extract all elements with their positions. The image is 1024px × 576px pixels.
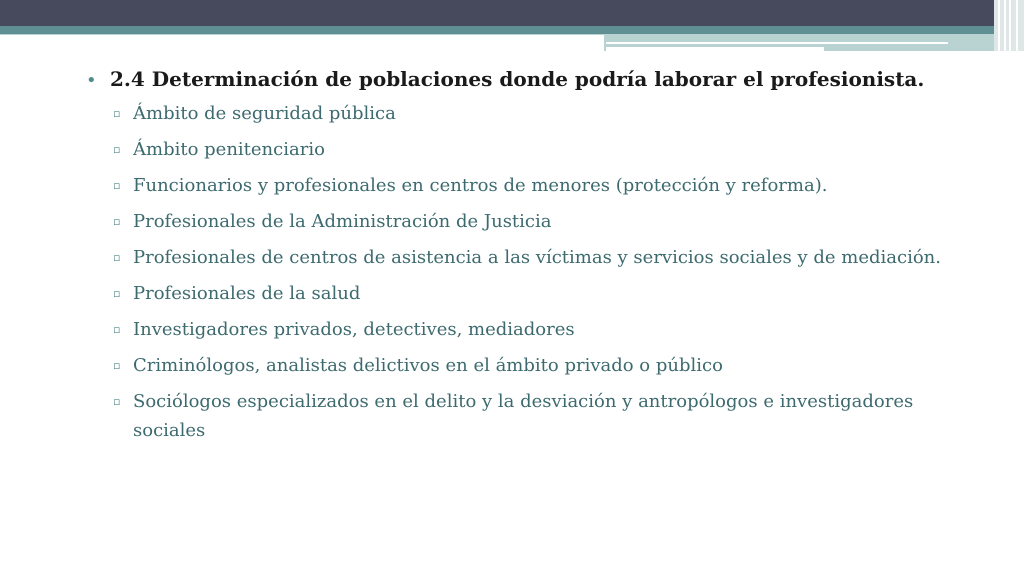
list-item-text: Criminólogos, analistas delictivos en el ámbito privado o público (133, 355, 723, 376)
header-stripes-decoration (994, 0, 1024, 51)
bullet-list (86, 99, 946, 445)
header-white-panel (0, 35, 604, 51)
square-bullet-icon: ▫ (113, 179, 121, 192)
list-item-text: Profesionales de la Administración de Justicia (133, 211, 552, 232)
square-bullet-icon: ▫ (113, 287, 121, 300)
header-dark-bar (0, 0, 1024, 26)
square-bullet-icon: ▫ (113, 323, 121, 336)
list-item (86, 171, 946, 200)
list-item-text: Profesionales de la salud (133, 283, 361, 304)
header-stripe (1004, 0, 1006, 51)
list-item (86, 279, 946, 308)
header-teal-bar (0, 26, 1024, 34)
list-item (86, 135, 946, 164)
square-bullet-icon: ▫ (113, 395, 121, 408)
list-item (86, 315, 946, 344)
list-item-text: Ámbito penitenciario (133, 139, 325, 160)
square-bullet-icon: ▫ (113, 143, 121, 156)
list-item (86, 243, 946, 272)
slide-heading (86, 68, 946, 91)
list-item-text: Profesionales de centros de asistencia a las víctimas y servicios sociales y de mediación. (133, 247, 941, 268)
header-white-tab (606, 47, 824, 51)
header-stripe (998, 0, 1000, 51)
square-bullet-icon: ▫ (113, 215, 121, 228)
slide-content (86, 68, 946, 452)
list-item (86, 351, 946, 380)
list-item (86, 207, 946, 236)
list-item-text: Ámbito de seguridad pública (133, 103, 396, 124)
list-item-text: Funcionarios y profesionales en centros de menores (protección y reforma). (133, 175, 828, 196)
list-item-text: Investigadores privados, detectives, mediadores (133, 319, 575, 340)
square-bullet-icon: ▫ (113, 359, 121, 372)
list-item (86, 99, 946, 128)
header-stripe (1016, 0, 1018, 51)
list-item (86, 387, 946, 445)
header-accent-line (606, 42, 948, 44)
heading-bullet-icon: • (86, 70, 97, 91)
list-item-text: Sociólogos especializados en el delito y la desviación y antropólogos e investigadores sociales (133, 391, 914, 441)
slide-heading-text: 2.4 Determinación de poblaciones donde podría laborar el profesionista. (110, 67, 925, 91)
square-bullet-icon: ▫ (113, 107, 121, 120)
square-bullet-icon: ▫ (113, 251, 121, 264)
header-stripe (1009, 0, 1011, 51)
